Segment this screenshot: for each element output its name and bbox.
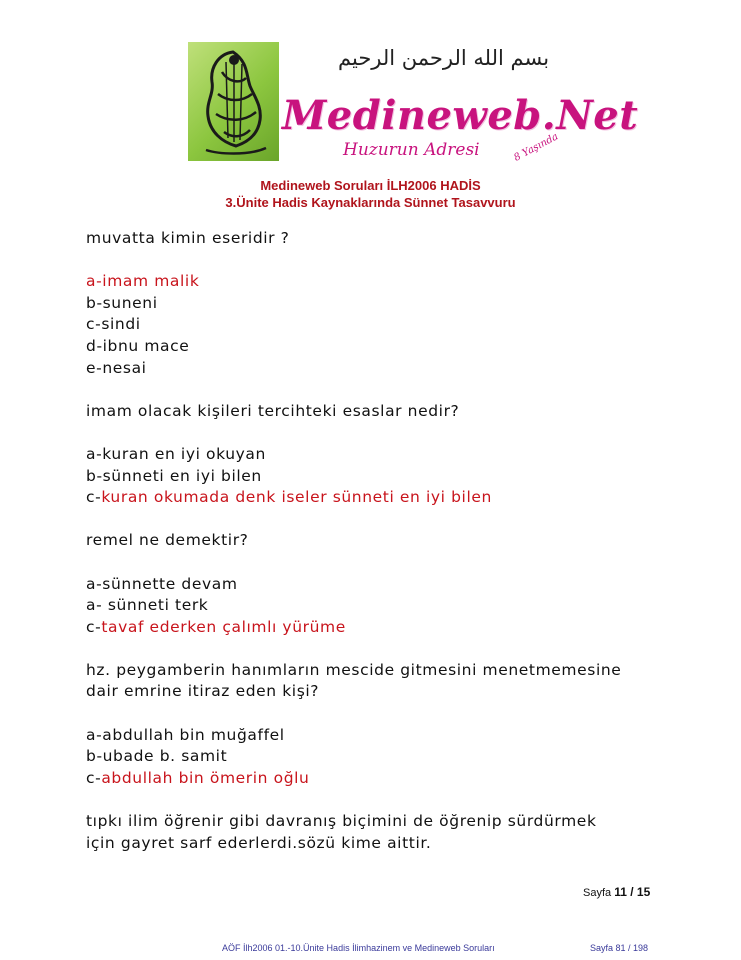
question-text: hz. peygamberin hanımların mescide gitmesini menetmemesine xyxy=(86,660,622,679)
spacer xyxy=(86,379,686,401)
option-text: b-ubade b. samit xyxy=(86,747,228,766)
question-block xyxy=(86,811,686,854)
logo-basmala: بسم الله الرحمن الرحيم xyxy=(338,46,550,70)
spacer xyxy=(86,638,686,660)
footer-page: Sayfa 81 / 198 xyxy=(590,943,649,953)
answer-option xyxy=(86,595,686,617)
question-text: dair emrine itiraz eden kişi? xyxy=(86,682,320,701)
answer-option xyxy=(86,293,686,315)
logo-anniversary: 8 Yaşında xyxy=(512,131,561,164)
question-block xyxy=(86,660,686,811)
question-text: için gayret sarf ederlerdi.sözü kime aittir. xyxy=(86,833,432,852)
answer-option xyxy=(86,336,686,358)
medineweb-logo xyxy=(188,42,639,164)
calligraphy-emblem xyxy=(188,42,279,161)
option-text: kuran okumada denk iseler sünneti en iyi bilen xyxy=(101,488,492,507)
option-text: abdullah bin ömerin oğlu xyxy=(101,768,310,787)
answer-option xyxy=(86,314,686,336)
page-total: 15 xyxy=(636,885,651,899)
answer-option xyxy=(86,466,686,488)
correct-answer-option xyxy=(86,271,686,293)
document-subtitle: 3.Ünite Hadis Kaynaklarında Sünnet Tasavvuru xyxy=(225,195,516,210)
answer-option xyxy=(86,574,686,596)
spacer xyxy=(86,250,686,272)
question-text: imam olacak kişileri tercihteki esaslar nedir? xyxy=(86,401,460,420)
page-number xyxy=(583,885,650,899)
option-text: a-abdullah bin muğaffel xyxy=(86,725,285,744)
question-block xyxy=(86,530,686,660)
answer-option xyxy=(86,444,686,466)
option-text: c-sindi xyxy=(86,315,141,334)
question-block xyxy=(86,228,686,401)
page-label: Sayfa xyxy=(583,887,612,899)
logo-tagline: Huzurun Adresi xyxy=(343,140,480,160)
correct-answer-option xyxy=(86,768,686,790)
question-list xyxy=(86,228,686,854)
spacer xyxy=(86,509,686,531)
page-separator: / xyxy=(626,885,637,899)
spacer xyxy=(86,789,686,811)
option-text: a-kuran en iyi okuyan xyxy=(86,444,266,463)
option-text: b-sünneti en iyi bilen xyxy=(86,466,262,485)
correct-answer-option xyxy=(86,487,686,509)
page-current: 11 xyxy=(614,885,627,899)
option-text: a- sünneti terk xyxy=(86,596,209,615)
option-text: d-ibnu mace xyxy=(86,336,190,355)
question-text: tıpkı ilim öğrenir gibi davranış biçimini de öğrenip sürdürmek xyxy=(86,812,597,831)
option-text: e-nesai xyxy=(86,358,147,377)
option-prefix: c- xyxy=(86,617,102,636)
option-prefix: c- xyxy=(86,768,102,787)
option-text: a-imam malik xyxy=(86,272,200,291)
calligraphy-icon xyxy=(188,42,279,161)
option-text: tavaf ederken çalımlı yürüme xyxy=(101,617,346,636)
option-prefix: c- xyxy=(86,488,102,507)
option-text: b-suneni xyxy=(86,293,158,312)
document-title: Medineweb Soruları İLH2006 HADİS xyxy=(260,178,481,193)
footer-source: AÖF İlh2006 01.-10.Ünite Hadis İlimhazinem ve Medineweb Soruları xyxy=(222,943,495,953)
answer-option xyxy=(86,358,686,380)
answer-option xyxy=(86,746,686,768)
correct-answer-option xyxy=(86,617,686,639)
spacer xyxy=(86,422,686,444)
logo-brand-name: Medineweb.Net xyxy=(282,92,639,139)
answer-option xyxy=(86,725,686,747)
spacer xyxy=(86,703,686,725)
question-text: remel ne demektir? xyxy=(86,531,249,550)
option-text: a-sünnette devam xyxy=(86,574,238,593)
question-block xyxy=(86,401,686,531)
question-text: muvatta kimin eseridir ? xyxy=(86,229,290,247)
spacer xyxy=(86,552,686,574)
